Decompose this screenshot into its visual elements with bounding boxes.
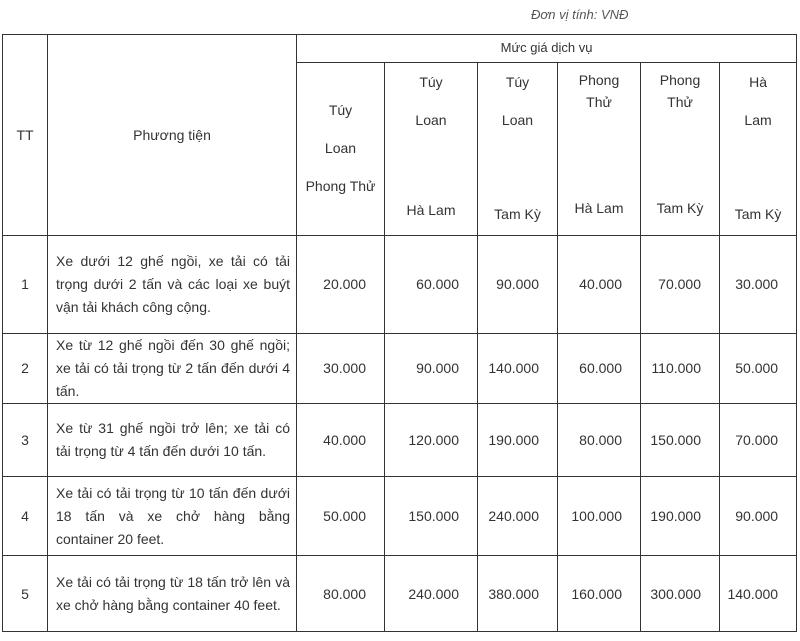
row-vehicle: Xe từ 31 ghế ngồi trở lên; xe tải có tải trọng từ 4 tấn đến dưới 10 tấn. — [48, 404, 297, 477]
price-cell: 140.000 — [720, 556, 797, 632]
header-vehicle: Phương tiện — [48, 35, 297, 236]
route-4-line-2: Thử — [586, 94, 612, 110]
price-cell: 80.000 — [297, 556, 385, 632]
route-1-line-1: Túy — [328, 102, 353, 118]
table-row — [3, 236, 797, 334]
route-4-destination: Hà Lam — [574, 199, 624, 216]
toll-fee-table — [2, 34, 797, 632]
row-vehicle: Xe dưới 12 ghế ngồi, xe tải có tải trọng dưới 2 tấn và các loại xe buýt vận tải khách công cộng. — [48, 236, 297, 334]
header-price-group: Mức giá dịch vụ — [297, 35, 797, 63]
row-tt: 5 — [3, 556, 48, 632]
row-vehicle: Xe tải có tải trọng từ 10 tấn đến dưới 18 tấn và xe chở hàng bằng container 20 feet. — [48, 477, 297, 556]
price-cell: 90.000 — [720, 477, 797, 556]
route-5-line-1: Phong — [659, 72, 701, 88]
header-route-6 — [720, 63, 797, 236]
price-cell: 240.000 — [385, 556, 478, 632]
table-row — [3, 477, 797, 556]
price-cell: 60.000 — [558, 334, 641, 404]
row-tt: 2 — [3, 334, 48, 404]
route-1-line-3: Phong Thử — [305, 178, 376, 194]
price-cell: 50.000 — [720, 334, 797, 404]
price-cell: 190.000 — [641, 477, 720, 556]
price-cell: 30.000 — [720, 236, 797, 334]
header-route-5 — [641, 63, 720, 236]
route-2-destination: Hà Lam — [406, 201, 456, 218]
price-cell: 150.000 — [641, 404, 720, 477]
route-2-line-1: Túy — [419, 74, 443, 90]
price-cell: 240.000 — [478, 477, 558, 556]
price-cell: 100.000 — [558, 477, 641, 556]
route-2-line-2: Loan — [415, 112, 447, 128]
unit-note: Đơn vị tính: VNĐ — [531, 7, 629, 22]
price-cell: 80.000 — [558, 404, 641, 477]
header-route-4 — [558, 63, 641, 236]
route-5-line-2: Thử — [667, 94, 693, 110]
header-route-3 — [478, 63, 558, 236]
price-cell: 40.000 — [558, 236, 641, 334]
price-cell: 380.000 — [478, 556, 558, 632]
price-cell: 50.000 — [297, 477, 385, 556]
header-route-2 — [385, 63, 478, 236]
price-cell: 70.000 — [720, 404, 797, 477]
price-cell: 70.000 — [641, 236, 720, 334]
row-tt: 1 — [3, 236, 48, 334]
table-row — [3, 556, 797, 632]
row-tt: 3 — [3, 404, 48, 477]
row-vehicle: Xe tải có tải trọng từ 18 tấn trở lên và xe chở hàng bằng container 40 feet. — [48, 556, 297, 632]
price-cell: 300.000 — [641, 556, 720, 632]
header-route-1 — [297, 63, 385, 236]
table-row — [3, 334, 797, 404]
price-cell: 20.000 — [297, 236, 385, 334]
price-cell: 90.000 — [478, 236, 558, 334]
route-4-line-1: Phong — [578, 72, 620, 88]
route-3-line-1: Túy — [505, 74, 530, 90]
price-cell: 160.000 — [558, 556, 641, 632]
route-6-line-2: Lam — [744, 112, 772, 128]
route-5-destination: Tam Kỳ — [656, 199, 704, 216]
price-cell: 40.000 — [297, 404, 385, 477]
price-cell: 110.000 — [641, 334, 720, 404]
route-3-line-2: Loan — [501, 112, 534, 128]
price-cell: 120.000 — [385, 404, 478, 477]
price-cell: 60.000 — [385, 236, 478, 334]
price-cell: 190.000 — [478, 404, 558, 477]
header-tt: TT — [3, 35, 48, 236]
row-vehicle: Xe từ 12 ghế ngồi đến 30 ghế ngồi; xe tải có tải trọng từ 2 tấn đến dưới 4 tấn. — [48, 334, 297, 404]
price-cell: 30.000 — [297, 334, 385, 404]
table-row — [3, 404, 797, 477]
price-cell: 140.000 — [478, 334, 558, 404]
route-6-destination: Tam Kỳ — [734, 205, 782, 222]
route-1-line-2: Loan — [324, 140, 357, 156]
price-cell: 90.000 — [385, 334, 478, 404]
row-tt: 4 — [3, 477, 48, 556]
header-row-group — [3, 35, 797, 63]
route-3-destination: Tam Kỳ — [494, 205, 541, 222]
price-cell: 150.000 — [385, 477, 478, 556]
route-6-line-1: Hà — [749, 74, 767, 90]
